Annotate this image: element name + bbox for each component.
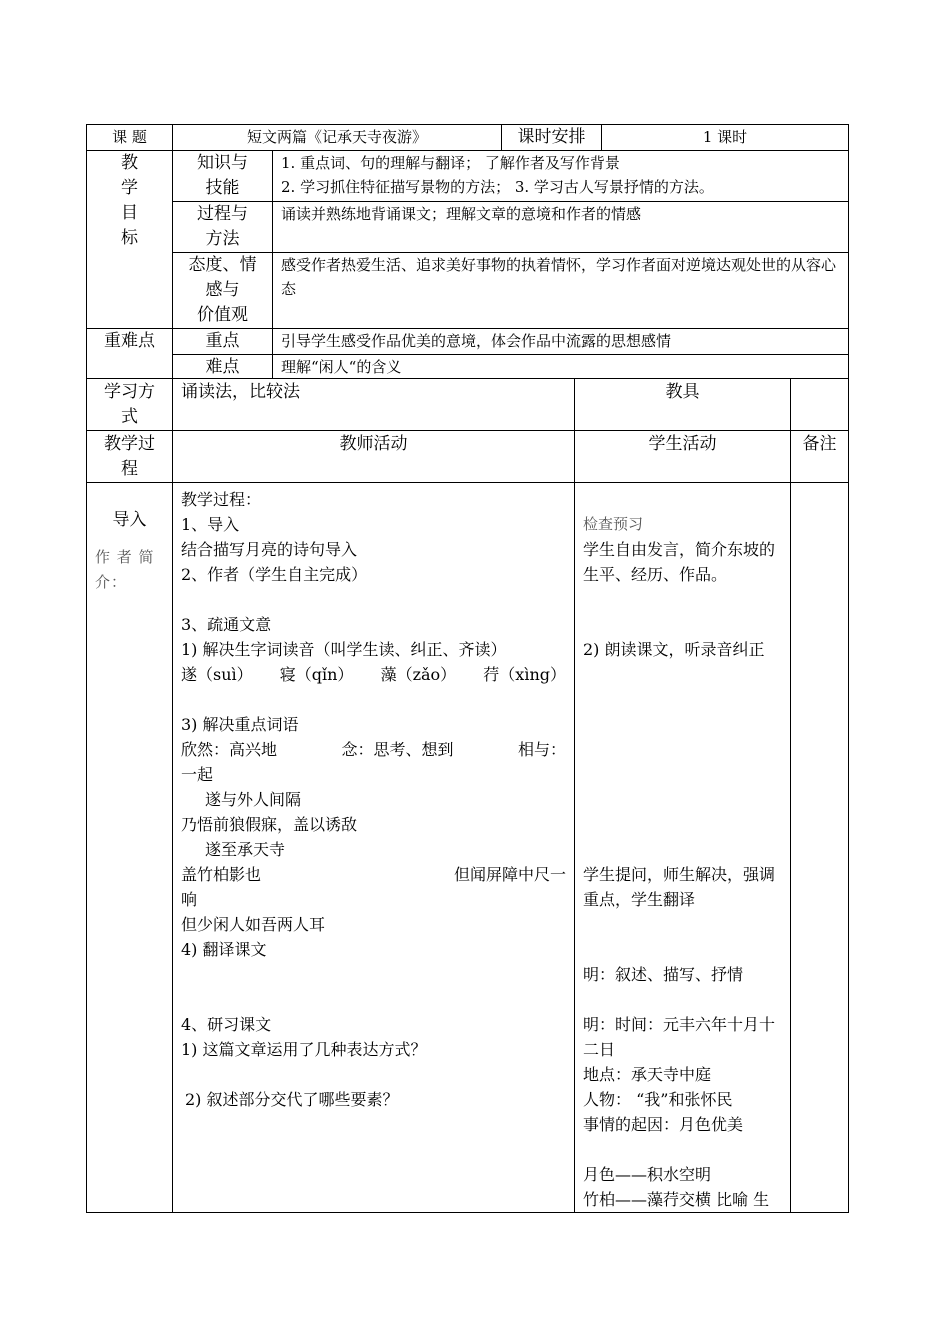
tools-label: 教具 — [575, 379, 791, 431]
column-process: 教学过 程 — [87, 431, 173, 483]
tools-value — [791, 379, 849, 431]
topic-value: 短文两篇《记承天寺夜游》 — [173, 125, 502, 151]
lesson-header-table — [86, 124, 849, 381]
hard-point-label: 难点 — [173, 355, 273, 381]
key-point-label: 重点 — [173, 329, 273, 355]
difficulty-label: 重难点 — [87, 329, 173, 381]
column-notes: 备注 — [791, 431, 849, 483]
pronunciation-row: 遂（suì） 寝（qǐn） 藻（zǎo） 荇（xìng） — [181, 665, 566, 684]
lesson-process-table — [86, 378, 849, 1213]
column-teacher: 教师活动 — [173, 431, 575, 483]
methods-text: 诵读法，比较法 — [173, 379, 575, 431]
methods-label: 学习方 式 — [87, 379, 173, 431]
objectives-label: 教 学 目 标 — [87, 151, 173, 329]
key-point-text: 引导学生感受作品优美的意境，体会作品中流露的思想感情 — [273, 329, 849, 355]
hard-point-text: 理解“闲人“的含义 — [273, 355, 849, 381]
teacher-activity: 教学过程： 1、导入 结合描写月亮的诗句导入 2、作者（学生自主完成） 3、疏通文意 1) 解决生字词读音（叫学生读、纠正、齐读） 遂（suì） 寝（qǐn） 藻（zǎo） 荇（xìng） 3) 解决重点词语 欣然：高兴地 念：思考、想到 相与： 一起 遂与外人间隔 乃悟前狼假寐，盖以诱敌 遂至承天寺 盖竹柏影也 但闻屏障中尺一 响 但少闲人如吾两人耳 4) 翻译课文 4、研习课文 1) 这篇文章运用了几种表达方式？ 2) 叙述部分交代了哪些要素？ — [173, 483, 575, 1213]
column-student: 学生活动 — [575, 431, 791, 483]
notes-cell — [791, 483, 849, 1213]
knowledge-text: 1. 重点词、句的理解与翻译； 了解作者及写作背景 2. 学习抓住特征描写景物的方法； 3. 学习古人写景抒情的方法。 — [273, 151, 849, 202]
stage-cell — [87, 483, 173, 1213]
schedule-value: 1 课时 — [602, 125, 849, 151]
knowledge-label: 知识与 技能 — [173, 151, 273, 202]
process-label: 过程与 方法 — [173, 202, 273, 253]
attitude-text: 感受作者热爱生活、追求美好事物的执着情怀，学习作者面对逆境达观处世的从容心态 — [273, 253, 849, 329]
schedule-label: 课时安排 — [502, 125, 602, 151]
vocab-row: 欣然：高兴地 念：思考、想到 相与： — [181, 740, 566, 759]
topic-label: 课 题 — [87, 125, 173, 151]
process-text: 诵读并熟练地背诵课文；理解文章的意境和作者的情感 — [273, 202, 849, 253]
stage-sub: 作 者 简 介： — [95, 548, 155, 591]
student-activity: 检查预习 学生自由发言，简介东坡的 生平、经历、作品。 2) 朗读课文，听录音纠正 学生提问，师生解决，强调 重点，学生翻译 明：叙述、描写、抒情 明：时间：元丰六年十月十 二日 地点：承天寺中庭 人物： “我”和张怀民 事情的起因：月色优美 月色——积水空明 竹柏——藻荇交横 比喻 生 — [575, 483, 791, 1213]
stage-title: 导入 — [112, 510, 147, 530]
attitude-label: 态度、情 感与 价值观 — [173, 253, 273, 329]
